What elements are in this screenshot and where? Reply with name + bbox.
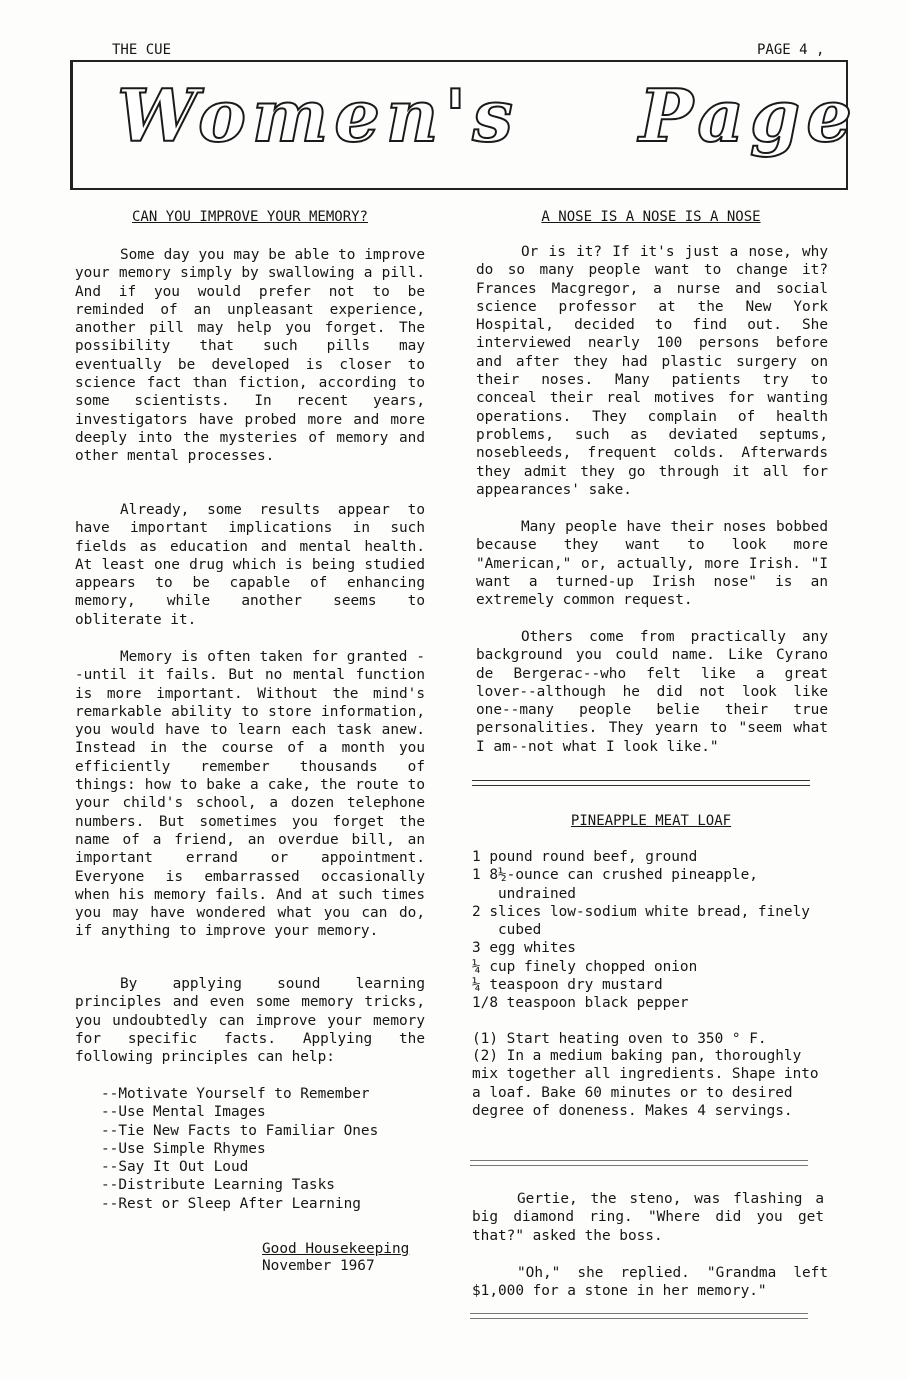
banner-title-right: Page [639, 73, 859, 158]
joke-paragraph: "Oh," she replied. "Grandma left $1,000 for a stone in her memory." [472, 1265, 828, 1300]
memory-principles-list [101, 1085, 431, 1213]
memory-paragraph: Some day you may be able to improve your memory simply by swallowing a pill. And if you would prefer not to be reminded of an unpleasant experience, another pill may help you forget. The possibility that such pills may eventually be developed is closer to science fact than fiction, according to some scientists. In recent years, investigators have probed more and more deeply into the mysteries of memory and other mental processes. [75, 247, 425, 465]
section-divider [472, 780, 810, 786]
section-divider [470, 1313, 808, 1319]
ingredient-item: ¼ teaspoon dry mustard [472, 977, 663, 994]
ingredient-item: 3 egg whites [472, 940, 576, 957]
page-number: PAGE 4 , [757, 42, 825, 58]
memory-paragraph: Already, some results appear to have important implications in such fields as education and mental health. At least one drug which is being studied appears to be capable of enhancing memory, while another seems to obliterate it. [75, 502, 425, 628]
principle-item: --Say It Out Loud [101, 1159, 249, 1176]
banner-title-left: Women's [117, 73, 519, 158]
memory-paragraph: Memory is often taken for granted --until it fails. But no mental function is more important. Without the mind's remarkable ability to store information, you would have to learn each task anew. Instead in the course of a month you efficiently remember thousands of things: how to bake a cake, the route to your child's school, a dozen telephone numbers. But sometimes you forget the name of a friend, an overdue bill, an important errand or appointment. Everyone is embarrassed occasionally when his memory fails. And at such times you may have wondered what you can do, if anything to improve your memory. [75, 649, 425, 940]
nose-article-title: A NOSE IS A NOSE IS A NOSE [541, 209, 761, 225]
memory-article-title: CAN YOU IMPROVE YOUR MEMORY? [131, 209, 368, 225]
ingredient-item: 1/8 teaspoon black pepper [472, 995, 689, 1012]
recipe-title: PINEAPPLE MEAT LOAF [570, 813, 732, 829]
principle-item: --Use Mental Images [101, 1104, 266, 1121]
ingredient-item: 2 slices low-sodium white bread, finely cubed [472, 903, 810, 939]
nose-paragraph: Others come from practically any background you could name. Like Cyrano de Bergerac--who felt like a great lover--although he did not look like one--many people belie their true personalities. They yearn to "seem what I am--not what I look like." [476, 629, 828, 755]
section-divider [470, 1160, 808, 1166]
principle-item: --Tie New Facts to Familiar Ones [101, 1122, 379, 1139]
memory-source: Good Housekeeping [262, 1241, 410, 1257]
publication-name: THE CUE [112, 42, 172, 58]
page-banner [70, 60, 859, 190]
memory-source-date: November 1967 [262, 1258, 375, 1274]
memory-paragraph: By applying sound learning principles and even some memory tricks, you undoubtedly can improve your memory for specific facts. Applying the following principles can help: [75, 976, 425, 1066]
principle-item: --Distribute Learning Tasks [101, 1177, 335, 1194]
ingredient-item: ¼ cup finely chopped onion [472, 958, 698, 975]
principle-item: --Rest or Sleep After Learning [101, 1195, 361, 1212]
recipe-step: (1) Start heating oven to 350 ° F. [472, 1031, 767, 1047]
principle-item: --Use Simple Rhymes [101, 1140, 266, 1157]
principle-item: --Motivate Yourself to Remember [101, 1086, 370, 1102]
ingredient-item: 1 8½-ounce can crushed pineapple, undrained [472, 867, 758, 902]
nose-paragraph: Or is it? If it's just a nose, why do so many people want to change it? Frances Macgregor, a nurse and social science professor at the New York Hospital, decided to find out. She interviewed nearly 100 persons before and after they had plastic surgery on their noses. Many patients try to conceal their real motives for wanting operations. They complain of health problems, such as deviated septums, nosebleeds, frequent colds. Afterwards they admit they go through it all for appearances' sake. [476, 244, 828, 498]
ingredient-item: 1 pound round beef, ground [472, 849, 698, 865]
nose-paragraph: Many people have their noses bobbed because they want to look more "American," or, actually, more Irish. "I want a turned-up Irish nose" is an extremely common request. [476, 519, 828, 609]
recipe-step: (2) In a medium baking pan, thoroughly mix together all ingredients. Shape into a loaf. Bake 60 minutes or to desired degree of doneness. Makes 4 servings. [472, 1048, 819, 1119]
recipe-ingredients [472, 848, 824, 1013]
joke-paragraph: Gertie, the steno, was flashing a big diamond ring. "Where did you get that?" asked the boss. [472, 1191, 824, 1244]
